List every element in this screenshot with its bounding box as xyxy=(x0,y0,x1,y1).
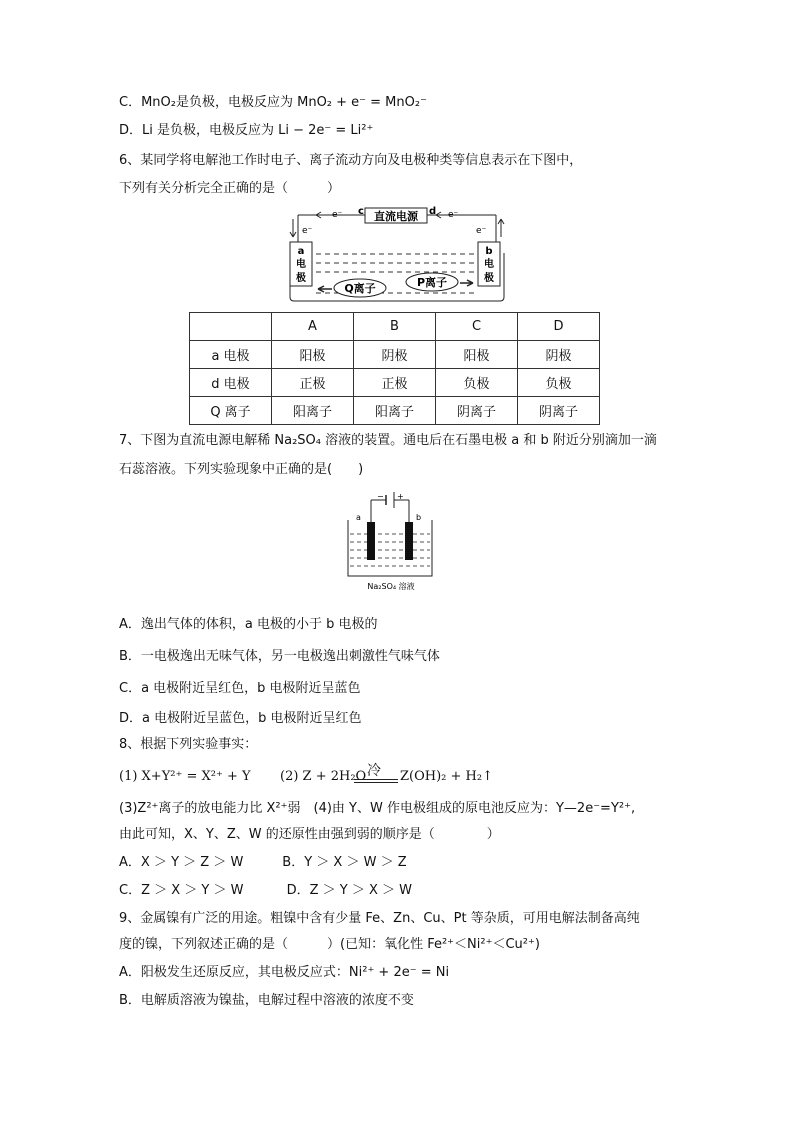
q7-option-c: C．a 电极附近呈红色，b 电极附近呈蓝色 xyxy=(119,681,361,696)
table-cell: 阴离子 xyxy=(436,397,518,425)
table-cell: D xyxy=(518,313,600,341)
q9-stem-line1: 9、金属镍有广泛的用途。粗镍中含有少量 Fe、Zn、Cu、Pt 等杂质，可用电解法制备高纯 xyxy=(119,911,640,926)
svg-text:极: 极 xyxy=(296,273,306,284)
table-cell: d 电极 xyxy=(190,369,272,397)
table-cell: 阴离子 xyxy=(518,397,600,425)
svg-text:电: 电 xyxy=(484,259,494,270)
table-cell: a 电极 xyxy=(190,341,272,369)
table-row xyxy=(190,341,600,369)
table-cell: C xyxy=(436,313,518,341)
q5-option-d: D．Li 是负极，电极反应为 Li − 2e⁻ = Li²⁺ xyxy=(119,123,374,138)
solution-caption: Na₂SO₄ 溶液 xyxy=(367,582,415,591)
q7-stem-line1: 7、下图为直流电源电解稀 Na₂SO₄ 溶液的装置。通电后在石墨电极 a 和 b 附近分别滴加一滴 xyxy=(119,433,657,448)
table-row xyxy=(190,369,600,397)
electron-label-b: e⁻ xyxy=(476,226,487,236)
beaker xyxy=(348,520,432,576)
q7-option-b: B．一电极逸出无味气体，另一电极逸出刺激性气味气体 xyxy=(119,649,440,664)
reaction-arrow-line xyxy=(354,779,398,780)
table-row xyxy=(190,397,600,425)
table-cell xyxy=(190,313,272,341)
graphite-electrode-b xyxy=(405,522,413,560)
table-cell: 阴极 xyxy=(518,341,600,369)
electron-arrow-up xyxy=(498,219,504,237)
table-cell: 阴极 xyxy=(354,341,436,369)
table-cell: 阳极 xyxy=(436,341,518,369)
table-cell: 负极 xyxy=(518,369,600,397)
electron-label-left: e⁻ xyxy=(332,210,343,220)
electron-arrow-left xyxy=(316,212,328,218)
q8-stem: 8、根据下列实验事实： xyxy=(119,737,258,752)
electrode-b-label: b xyxy=(416,513,422,522)
battery-minus: − xyxy=(377,492,384,501)
q9-stem-line2: 度的镍，下列叙述正确的是（ ）(已知：氧化性 Fe²⁺＜Ni²⁺＜Cu²⁺) xyxy=(119,937,540,952)
table-cell: 正极 xyxy=(272,369,354,397)
q5-option-c: C．MnO₂是负极，电极反应为 MnO₂ + e⁻ = MnO₂⁻ xyxy=(119,95,427,110)
battery-plus: + xyxy=(397,492,404,501)
q7-option-d: D．a 电极附近呈蓝色，b 电极附近呈红色 xyxy=(119,711,362,726)
table-cell: 正极 xyxy=(354,369,436,397)
svg-text:b: b xyxy=(485,246,493,257)
q7-stem-line2: 石蕊溶液。下列实验现象中正确的是( ) xyxy=(119,462,364,477)
q6-stem-line2: 下列有关分析完全正确的是（ ） xyxy=(119,181,341,196)
q6-options-table xyxy=(189,312,600,425)
electrolytic-cell xyxy=(290,253,504,301)
svg-text:a: a xyxy=(297,246,305,257)
p-ion-arrow xyxy=(460,280,473,286)
terminal-c-label: c xyxy=(358,206,364,217)
table-cell: B xyxy=(354,313,436,341)
electron-arrow-right xyxy=(436,212,446,218)
electron-arrow-down xyxy=(290,219,296,237)
table-cell: 阳离子 xyxy=(272,397,354,425)
q-ion-arrow xyxy=(318,286,332,292)
q8-options-cd: C．Z ＞ X ＞ Y ＞ W D．Z ＞ Y ＞ X ＞ W xyxy=(119,883,413,898)
q-ion-label: Q离子 xyxy=(344,282,376,295)
q8-fact-2-left: (2) Z + 2H₂O xyxy=(280,769,367,784)
q8-fact-1: (1) X+Y²⁺ = X²⁺ + Y xyxy=(119,769,251,784)
q8-fact-3-4: (3)Z²⁺离子的放电能力比 X²⁺弱 (4)由 Y、W 作电极组成的原电池反应为：Y—2e⁻=Y²⁺, xyxy=(119,801,636,816)
q6-stem-line1: 6、某同学将电解池工作时电子、离子流动方向及电极种类等信息表示在下图中， xyxy=(119,153,583,168)
table-cell: 负极 xyxy=(436,369,518,397)
svg-text:电: 电 xyxy=(296,259,306,270)
electron-label-a: e⁻ xyxy=(302,226,313,236)
p-ion-label: P离子 xyxy=(416,276,448,289)
reaction-arrow-line-2 xyxy=(354,782,398,783)
na2so4-electrolysis-figure xyxy=(344,490,438,592)
table-cell: A xyxy=(272,313,354,341)
q8-condition: 冷 xyxy=(367,763,381,779)
electrolysis-diagram xyxy=(288,205,506,305)
graphite-electrode-a xyxy=(367,522,375,560)
svg-text:极: 极 xyxy=(484,273,494,284)
q7-option-a: A．逸出气体的体积，a 电极的小于 b 电极的 xyxy=(119,617,378,632)
table-cell: 阳离子 xyxy=(354,397,436,425)
q9-option-a: A．阳极发生还原反应，其电极反应式：Ni²⁺ + 2e⁻ = Ni xyxy=(119,965,450,980)
q8-options-ab: A．X ＞ Y ＞ Z ＞ W B．Y ＞ X ＞ W ＞ Z xyxy=(119,855,407,870)
electrode-a-label: a xyxy=(356,513,361,522)
q8-fact-2-right: Z(OH)₂ + H₂↑ xyxy=(400,769,493,784)
q9-option-b: B．电解质溶液为镍盐，电解过程中溶液的浓度不变 xyxy=(119,993,414,1008)
q8-conclusion: 由此可知，X、Y、Z、W 的还原性由强到弱的顺序是（ ） xyxy=(119,827,500,842)
table-cell: 阳极 xyxy=(272,341,354,369)
table-header-row xyxy=(190,313,600,341)
terminal-d-label: d xyxy=(429,206,437,217)
table-cell: Q 离子 xyxy=(190,397,272,425)
power-source-label: 直流电源 xyxy=(374,210,418,223)
electron-label-right: e⁻ xyxy=(448,210,459,220)
